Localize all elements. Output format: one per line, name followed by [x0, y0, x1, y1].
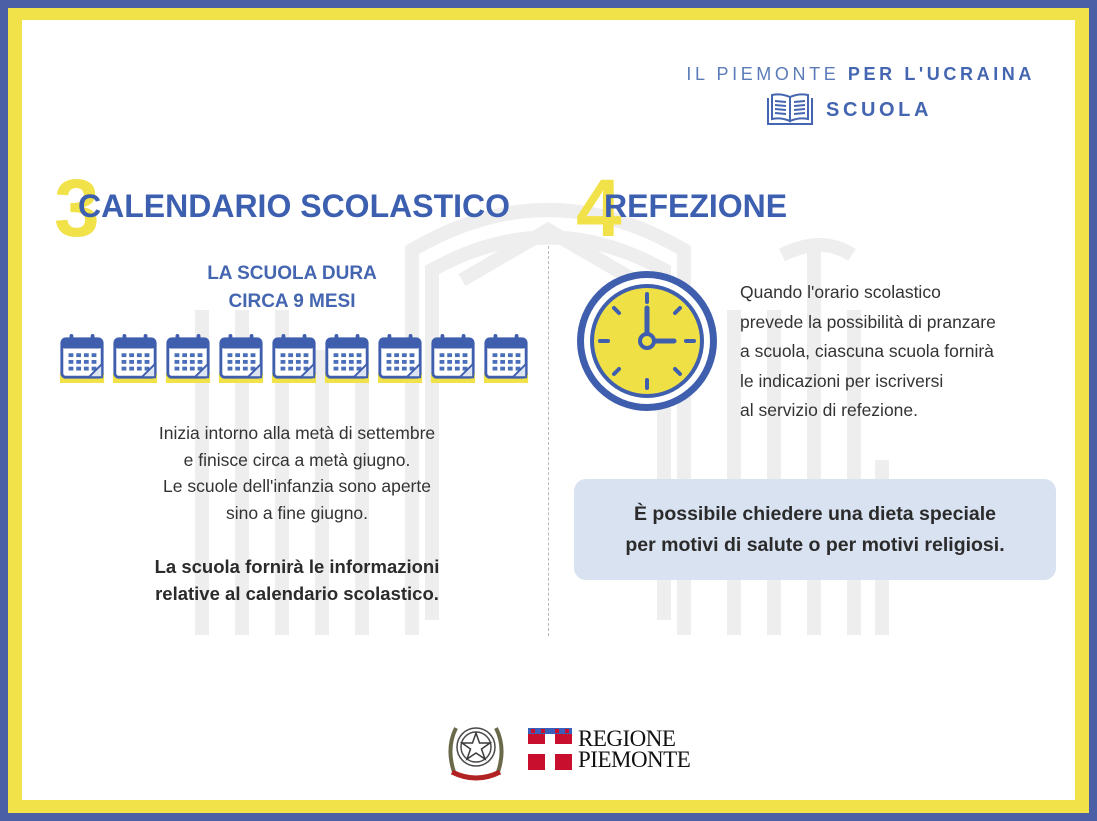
footer-logos	[444, 714, 690, 784]
column-divider	[548, 246, 549, 636]
section3-title: CALENDARIO SCOLASTICO	[78, 188, 510, 224]
calendar-description	[102, 420, 492, 526]
calendar-row	[58, 332, 530, 386]
calendar-info-line: relative al calendario scolastico.	[155, 582, 439, 604]
region-name-line: REGIONE	[578, 726, 676, 751]
header-subtitle	[766, 90, 932, 130]
canteen-description-line: le indicazioni per iscriversi	[740, 370, 944, 391]
calendar-icon	[111, 332, 159, 386]
calendar-icon	[270, 332, 318, 386]
regione-piemonte-text	[578, 728, 690, 770]
header-title	[686, 64, 1035, 85]
regione-piemonte-logo	[528, 728, 690, 770]
header-title-part1: IL PIEMONTE	[686, 64, 848, 84]
section4-number: 4	[576, 163, 622, 254]
calendar-info-note	[102, 554, 492, 607]
section3-number: 3	[54, 163, 100, 254]
infographic-page	[22, 20, 1075, 800]
piemonte-flag-icon	[528, 728, 572, 770]
calendar-icon	[164, 332, 212, 386]
clock-icon	[574, 268, 720, 414]
duration-line: LA SCUOLA DURA	[207, 263, 377, 284]
canteen-description-line: a scuola, ciascuna scuola fornirà	[740, 341, 994, 361]
header-subtitle-label: SCUOLA	[826, 98, 933, 121]
section4-title: REFEZIONE	[604, 188, 788, 224]
calendar-description-line: sino a fine giugno.	[225, 502, 369, 523]
calendar-icon	[482, 332, 530, 386]
header-title-part2: PER L'UCRAINA	[847, 64, 1035, 84]
calendar-description-line: Inizia intorno alla metà di settembre	[158, 423, 436, 443]
calendar-icon	[58, 332, 106, 386]
duration-line: CIRCA 9 MESI	[228, 291, 356, 312]
open-book-icon	[766, 92, 814, 128]
canteen-description-line: prevede la possibilità di pranzare	[740, 311, 996, 332]
calendar-icon	[429, 332, 477, 386]
canteen-description-line: Quando l'orario scolastico	[740, 282, 941, 302]
special-diet-line: È possibile chiedere una dieta speciale	[634, 502, 996, 525]
calendar-description-line: e finisce circa a metà giugno.	[183, 449, 411, 470]
calendar-description-line: Le scuole dell'infanzia sono aperte	[163, 476, 431, 496]
canteen-description-line: al servizio di refezione.	[740, 400, 918, 420]
calendar-icon	[323, 332, 371, 386]
italian-republic-emblem-icon	[444, 714, 508, 784]
special-diet-line: per motivi di salute o per motivi religiosi.	[625, 533, 1005, 556]
special-diet-note	[574, 479, 1056, 580]
region-name-line: PIEMONTE	[578, 747, 691, 772]
school-duration	[122, 260, 462, 316]
canteen-description	[740, 278, 1060, 426]
calendar-icon	[376, 332, 424, 386]
calendar-icon	[217, 332, 265, 386]
calendar-info-line: La scuola fornirà le informazioni	[154, 556, 440, 577]
